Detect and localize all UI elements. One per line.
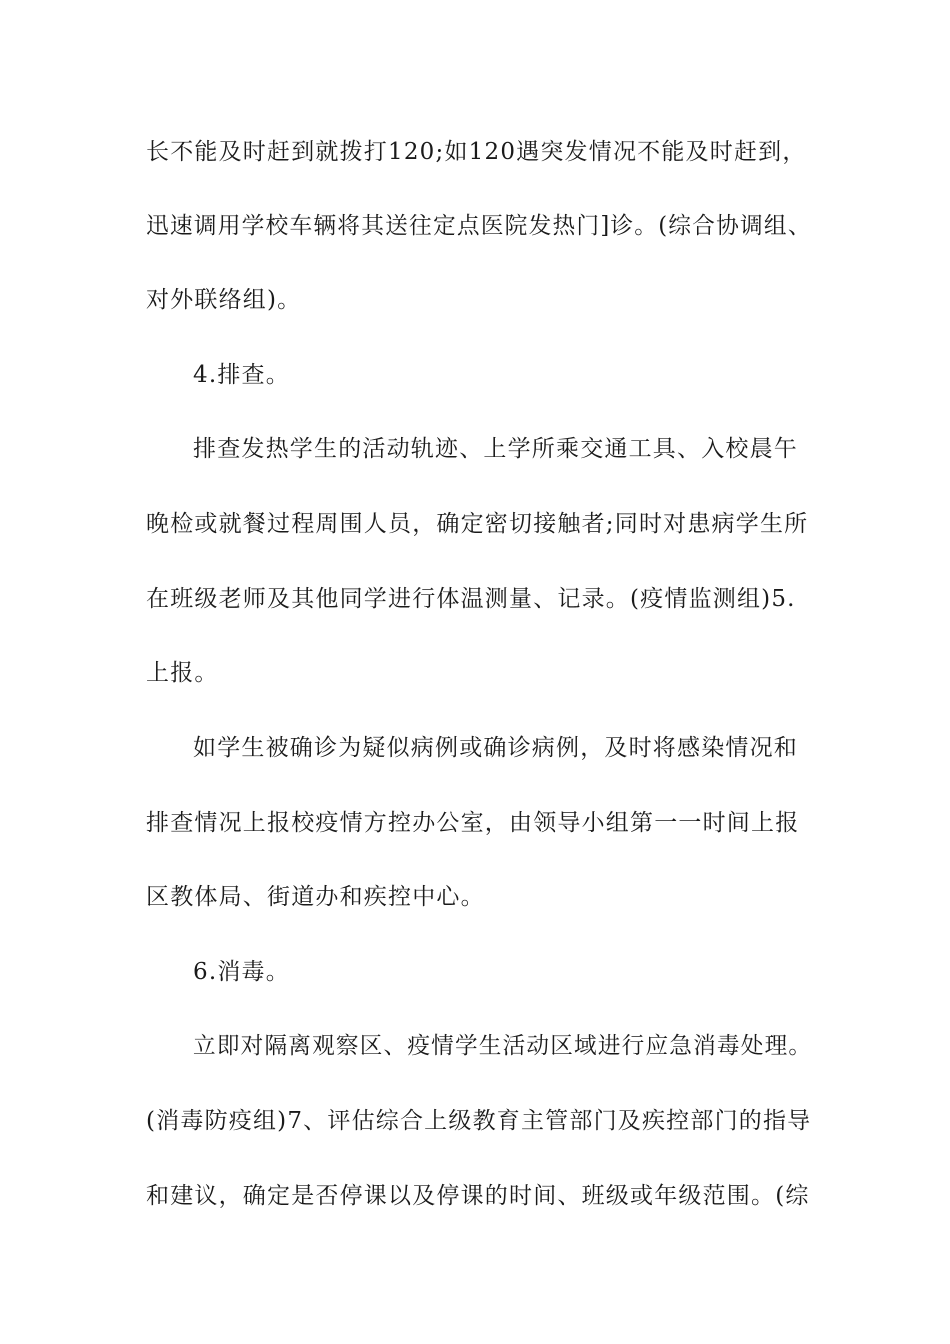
text-line: 和建议，确定是否停课以及停课的时间、班级或年级范围。(综: [146, 1183, 810, 1209]
text-line: 晚检或就餐过程周围人员，确定密切接触者;同时对患病学生所: [146, 511, 809, 537]
text-line: 对外联络组)。: [146, 287, 302, 313]
text-line: 迅速调用学校车辆将其送往定点医院发热门]诊。(综合协调组、: [146, 213, 812, 239]
text-line: 上报。: [146, 660, 219, 686]
section-heading: 6.消毒。: [193, 959, 290, 985]
text-line: 排查情况上报校疫情方控办公室，由领导小组第一一时间上报: [146, 810, 800, 836]
text-line: (消毒防疫组)7、评估综合上级教育主管部门及疾控部门的指导: [146, 1108, 812, 1134]
text-line: 如学生被确诊为疑似病例或确诊病例，及时将感染情况和: [193, 735, 798, 761]
text-line: 区教体局、街道办和疾控中心。: [146, 884, 485, 910]
text-line: 排查发热学生的活动轨迹、上学所乘交通工具、入校晨午: [193, 436, 798, 462]
text-line: 立即对隔离观察区、疫情学生活动区域进行应急消毒处理。: [193, 1033, 813, 1059]
text-line: 在班级老师及其他同学进行体温测量、记录。(疫情监测组)5.: [146, 586, 796, 612]
section-heading: 4.排查。: [193, 362, 290, 388]
text-line: 长不能及时赶到就拨打120;如120遇突发情况不能及时赶到，: [146, 139, 807, 165]
